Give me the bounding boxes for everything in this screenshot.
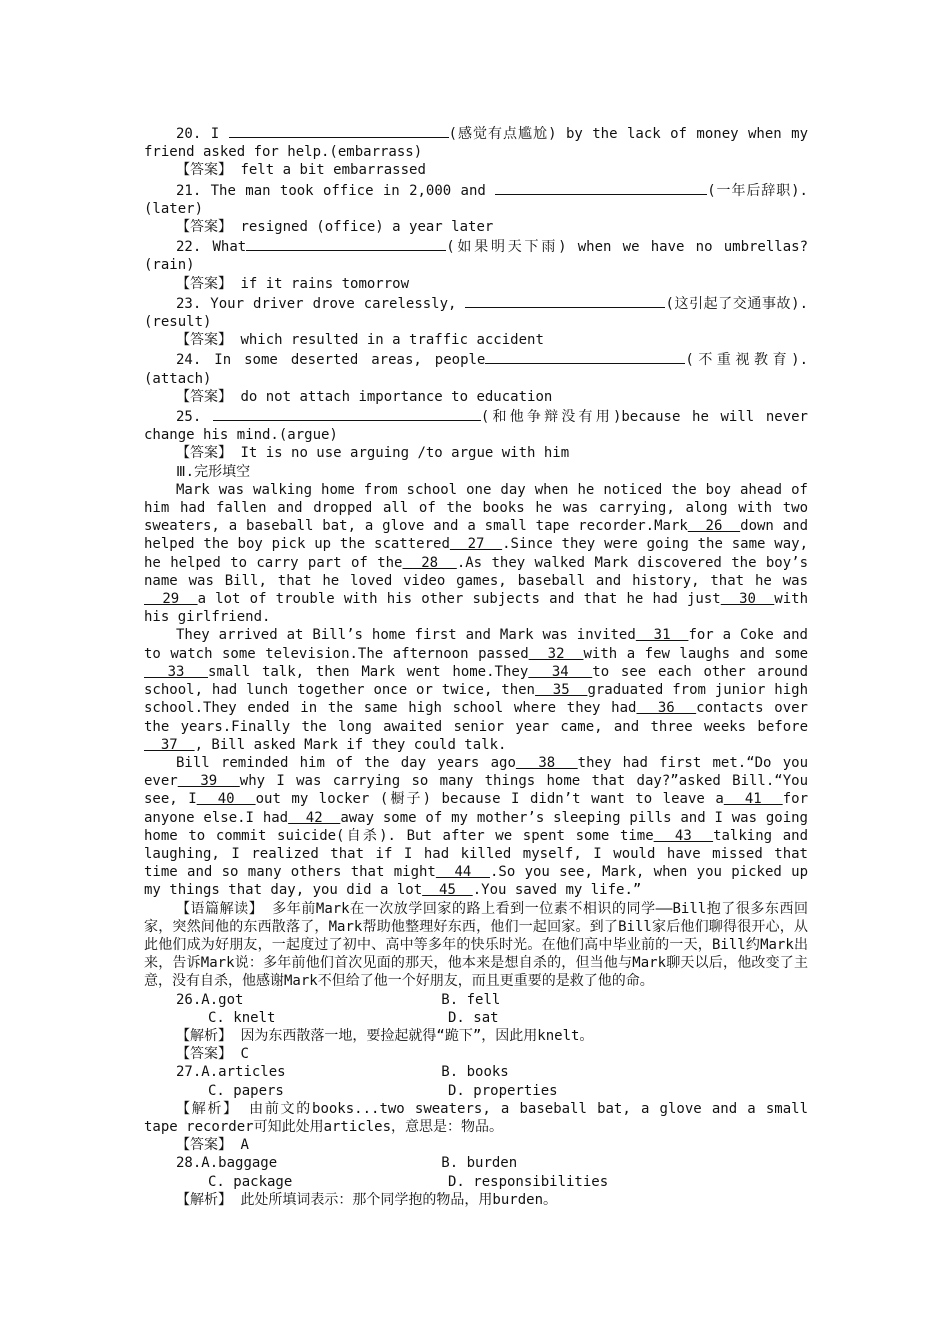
blank-29: 29	[144, 591, 198, 608]
blank-26: 26	[687, 518, 741, 535]
option-a: A.baggage	[201, 1155, 278, 1172]
options-row: 27. A.articles B. books	[176, 1064, 509, 1081]
options-row: 26. A.got B. fell	[176, 991, 501, 1008]
answer-blank	[213, 406, 481, 421]
option-b: B. fell	[441, 991, 501, 1008]
blank-31: 31	[635, 627, 689, 644]
blank-37: 37	[144, 736, 195, 753]
explanation: 【解析】 因为东西散落一地，要捡起就得“跪下”，因此用knelt。	[176, 1027, 594, 1044]
passage-analysis: 【语篇解读】 多年前Mark在一次放学回家的路上看到一位素不相识的同学——Bill抱了很多东西回家，突然间他的东西散落了，Mark帮助他整理好东西，他们一起回家。到了Bill家后他们聊得很开心，从此他们成为好朋友，一起度过了初中、高中等多年的快乐时光。在他们高中毕业前的一天，Bill约Mark出来，告诉Mark说：多年前他们首次见面的那天，他本来是想自杀的，但当他与Mark聊天以后，他改变了主意，没有自杀，他感谢Mark不但给了他一个好朋友，而且更重要的是救了他的命。	[144, 900, 808, 990]
cloze-passage	[144, 481, 808, 900]
blank-34: 34	[528, 663, 593, 680]
answer-23: 【答案】 which resulted in a traffic accident	[176, 332, 544, 349]
blank-42: 42	[288, 809, 341, 826]
answer-20: 【答案】 felt a bit embarrassed	[176, 162, 426, 179]
sentence-22: 22. What (如果明天下雨) when we have no umbrellas?(rain)	[144, 236, 808, 274]
answer: 【答案】 A	[176, 1137, 249, 1154]
question-27	[144, 1063, 808, 1154]
options-row	[144, 1009, 808, 1027]
sentence-20: 20. I (感觉有点尴尬) by the lack of money when my friend asked for help.(embarrass)	[144, 123, 808, 161]
blank-33: 33	[144, 663, 209, 680]
blank-40: 40	[196, 791, 256, 808]
document-body	[144, 123, 808, 1209]
option-d: D. responsibilities	[448, 1173, 609, 1190]
passage-paragraph-3: Bill reminded him of the day years ago 38 they had first met.“Do you ever 39 why I was carrying so many things home that day?”asked Bill.“You see, I 40 out my locker (橱子) because I didn’t want to leave a 41 for anyone else.I had 42 away some of my mother’s sleeping pills and I was going home to commit suicide(自杀). But after we spent some time 43 talking and laughing, I realized that if I had killed myself, I would have missed that time and so many others that might 44 .So you see, Mark, when you picked up my things that day, you did a lot 45 .You saved my life.”	[144, 754, 809, 899]
question-26	[144, 991, 808, 1064]
option-c: C. package	[208, 1173, 293, 1190]
blank-36: 36	[636, 700, 697, 717]
translation-section	[144, 123, 808, 463]
blank-28: 28	[402, 554, 457, 571]
answer-blank	[229, 123, 449, 138]
answer-21: 【答案】 resigned (office) a year later	[176, 219, 494, 236]
question-28	[144, 1154, 808, 1209]
answer-25: 【答案】 It is no use arguing /to argue with him	[176, 445, 570, 462]
option-a: A.articles	[201, 1064, 286, 1081]
blank-43: 43	[653, 827, 714, 844]
answer: 【答案】 C	[176, 1046, 249, 1063]
options-row	[144, 1082, 808, 1100]
blank-41: 41	[723, 791, 783, 808]
option-b: B. burden	[441, 1155, 518, 1172]
answer-24: 【答案】 do not attach importance to education	[176, 388, 553, 405]
passage-paragraph-1: Mark was walking home from school one day when he noticed the boy ahead of him had fallen and dropped all of the books he was carrying, along with two sweaters, a baseball bat, a glove and a small tape recorder.Mark 26 down and helped the boy pick up the scattered 27 .Since they were going the same way, he helped to carry part of the 28 .As they walked Mark discovered the boy’s name was Bill, that he loved video games, baseball and history, that he was 29 a lot of trouble with his other subjects and that he had just 30 with his girlfriend.	[144, 481, 809, 626]
option-d: D. sat	[448, 1009, 499, 1026]
sentence-21: 21. The man took office in 2,000 and (一年后辞职).(later)	[144, 180, 808, 218]
answer-blank	[485, 349, 685, 364]
option-c: C. papers	[208, 1082, 284, 1099]
option-d: D. properties	[448, 1082, 558, 1099]
blank-38: 38	[515, 754, 578, 771]
answer-blank	[246, 236, 446, 251]
answer-22: 【答案】 if it rains tomorrow	[176, 275, 410, 292]
passage-paragraph-2: They arrived at Bill’s home first and Mark was invited 31 for a Coke and to watch some television.The afternoon passed 32 with a few laughs and some 33 small talk, then Mark went home.They 34 to see each other around school, had lunch together once or twice, then 35 graduated from junior high school.They ended in the same high school where they had 36 contacts over the years.Finally the long awaited senior year came, and three weeks before 37 , Bill asked Mark if they could talk.	[144, 627, 808, 753]
explanation: 【解析】 由前文的books...two sweaters, a baseball bat, a glove and a small tape recorder可知此处用articles，意思是：物品。	[144, 1100, 809, 1135]
blank-45: 45	[422, 882, 473, 899]
sentence-24: 24. In some deserted areas, people (不重视教育).(attach)	[144, 349, 808, 387]
blank-32: 32	[528, 645, 584, 662]
sentence-25: 25. (和他争辩没有用)because he will never change his mind.(argue)	[144, 406, 808, 444]
blank-35: 35	[535, 682, 588, 699]
blank-39: 39	[177, 773, 240, 790]
blank-27: 27	[449, 536, 503, 553]
sentence-23: 23. Your driver drove carelessly, (这引起了交通事故). (result)	[144, 293, 808, 331]
option-c: C. knelt	[208, 1009, 276, 1026]
blank-30: 30	[720, 591, 775, 608]
section-title: Ⅲ.完形填空	[176, 463, 251, 480]
explanation: 【解析】 此处所填词表示：那个同学抱的物品，用burden。	[176, 1191, 558, 1208]
blank-44: 44	[435, 864, 490, 881]
answer-blank	[465, 293, 665, 308]
answer-blank	[495, 180, 707, 195]
options-row: 28. A.baggage B. burden	[176, 1155, 518, 1172]
option-a: A.got	[201, 991, 244, 1008]
options-row	[144, 1173, 808, 1191]
option-b: B. books	[441, 1064, 509, 1081]
